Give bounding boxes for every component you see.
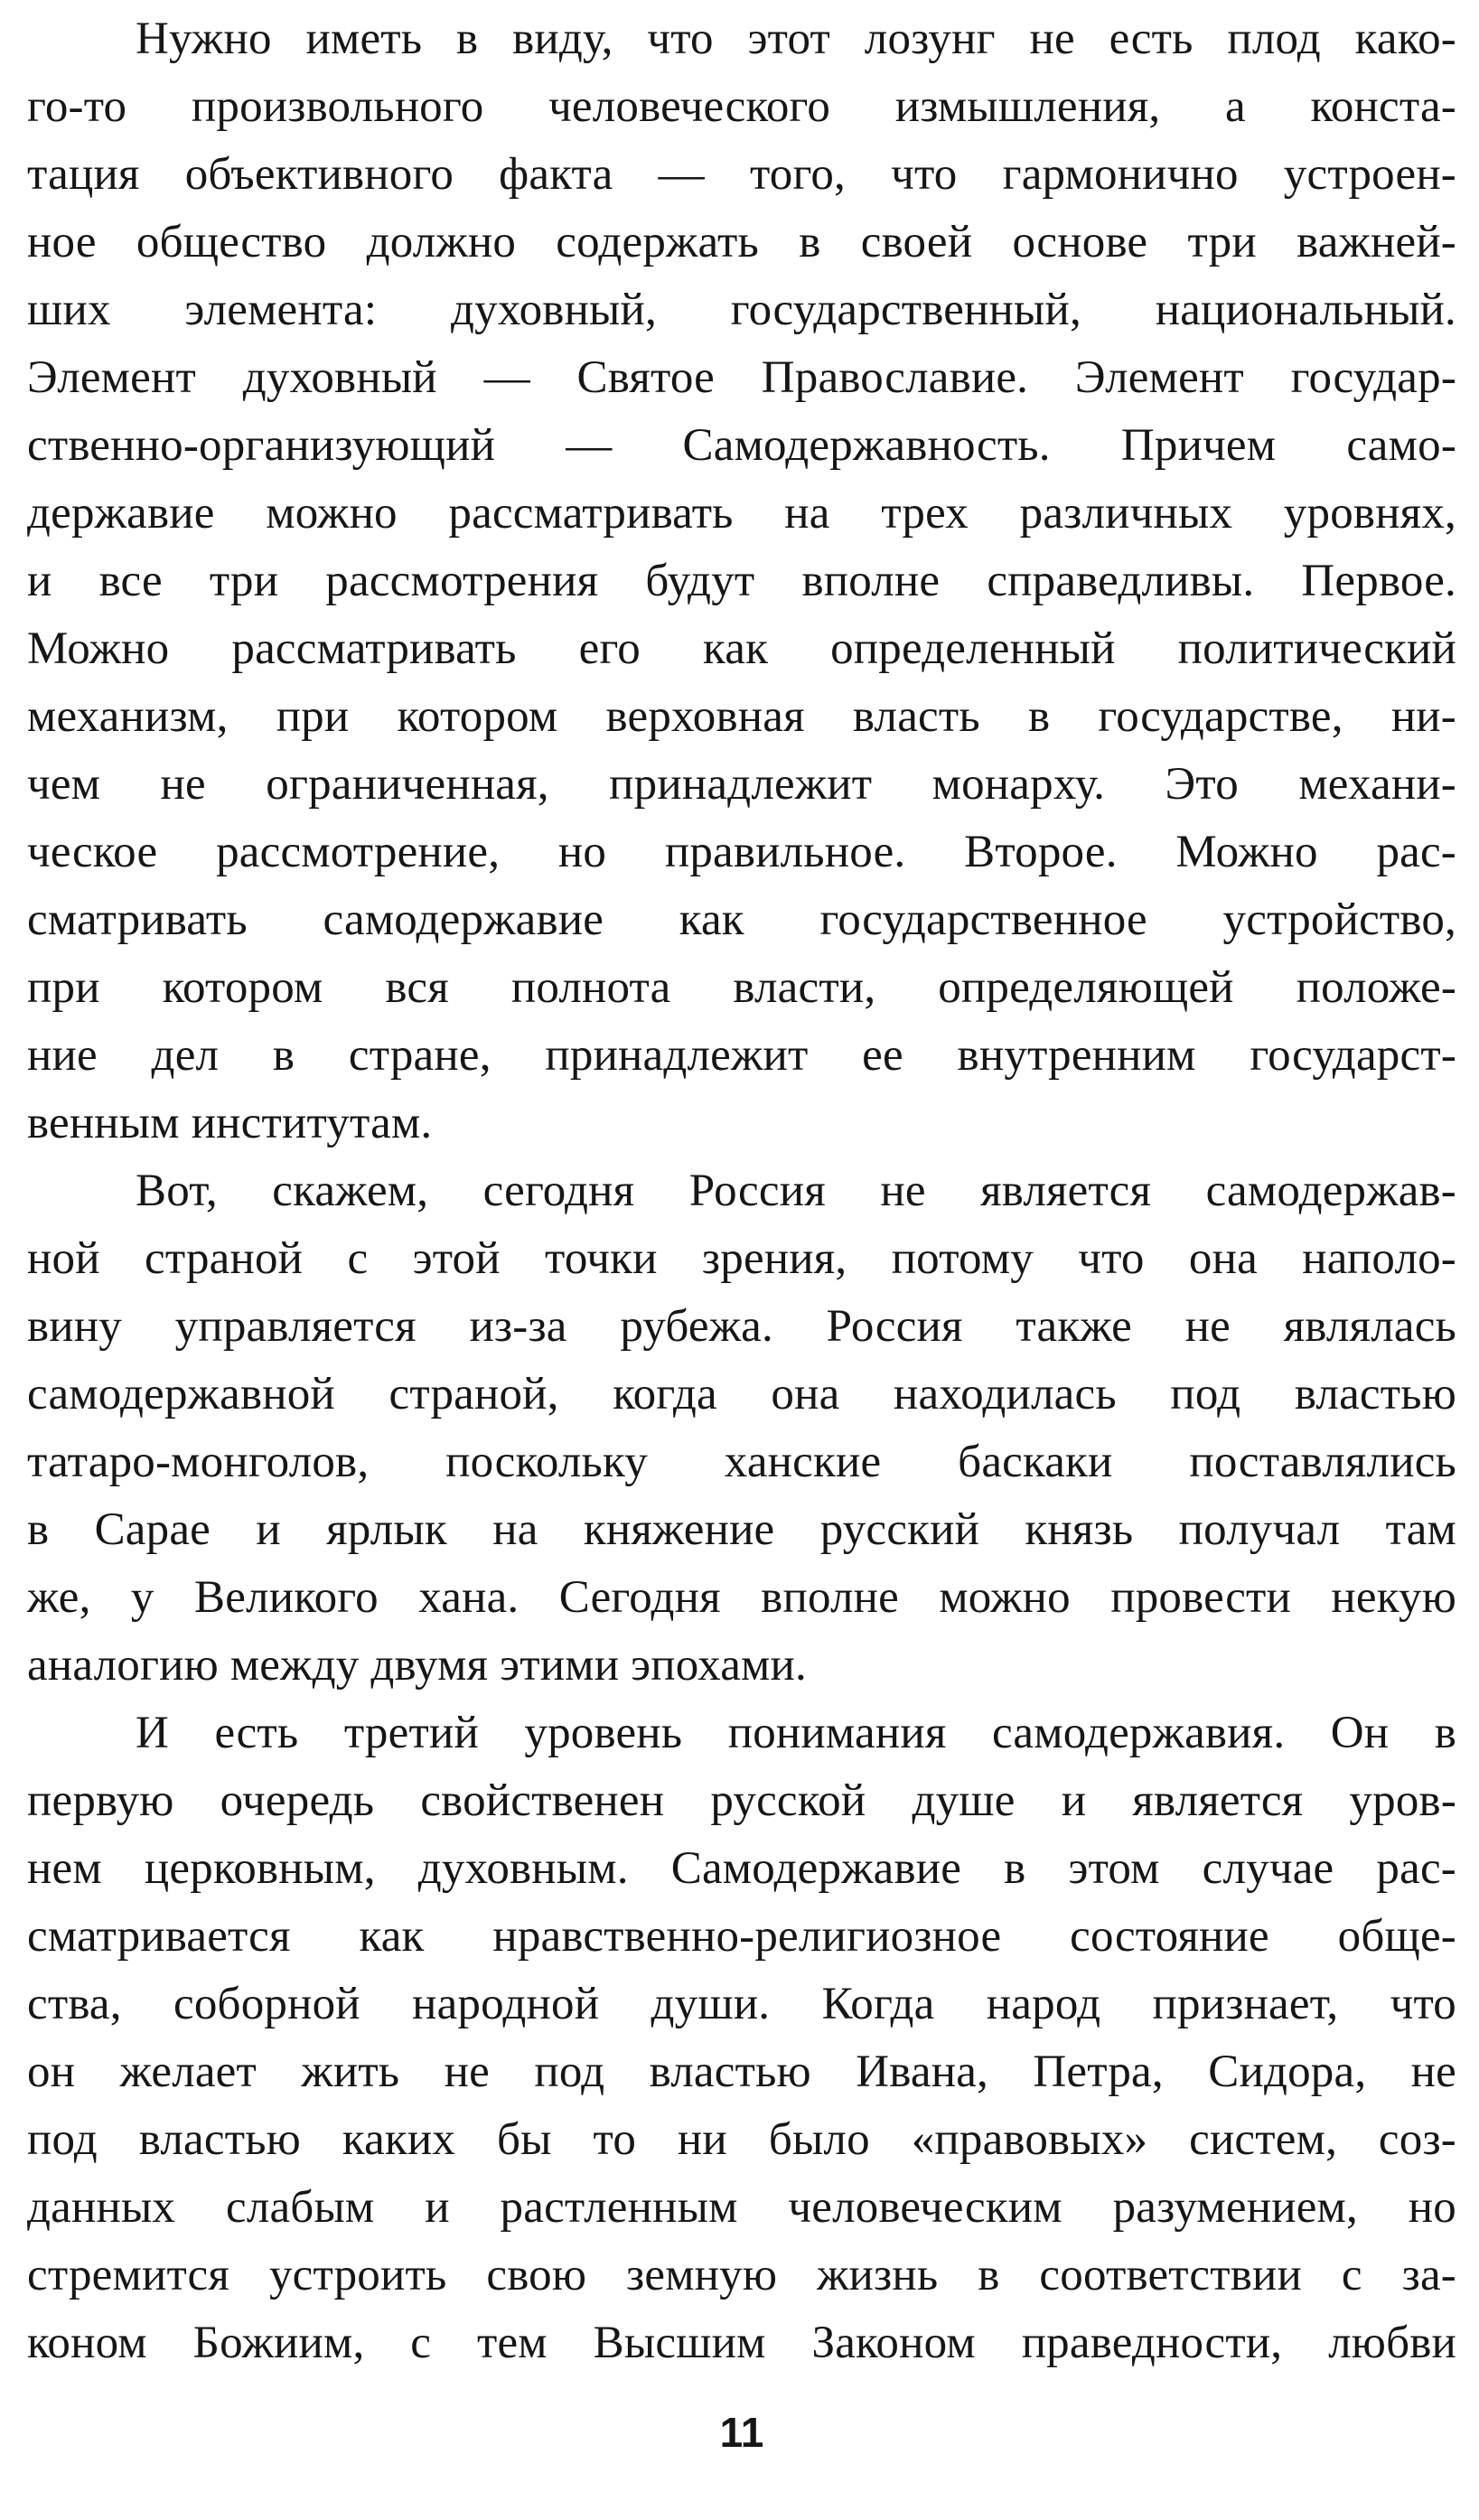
text-line: ческое рассмотрение, но правильное. Второе. Можно рас- <box>27 827 1456 877</box>
text-line: коном Божиим, с тем Высшим Законом праведности, любви <box>27 2318 1456 2368</box>
text-line: ства, соборной народной души. Когда народ признает, что <box>27 1979 1456 2029</box>
text-line: ной страной с этой точки зрения, потому что она наполо- <box>27 1233 1456 1284</box>
text-line: Вот, скажем, сегодня Россия не является самодержав- <box>136 1166 1456 1216</box>
text-line: самодержавной страной, когда она находилась под властью <box>27 1369 1456 1419</box>
text-line: в Сарае и ярлык на княжение русский князь получал там <box>27 1504 1456 1555</box>
text-line: ственно-организующий — Самодержавность. Причем само- <box>27 420 1456 471</box>
page-number: 11 <box>719 2409 764 2456</box>
text-line: аналогию между двумя этими эпохами. <box>27 1640 807 1691</box>
text-line: под властью каких бы то ни было «правовых» систем, соз- <box>27 2114 1456 2165</box>
text-line: ние дел в стране, принадлежит ее внутренним государст- <box>27 1030 1456 1081</box>
text-line: венным институтам. <box>27 1098 433 1148</box>
text-line: и все три рассмотрения будут вполне справедливы. Первое. <box>27 556 1456 606</box>
text-line: при котором вся полнота власти, определяющей положе- <box>27 962 1456 1013</box>
text-line: го-то произвольного человеческого измышления, а конста- <box>27 81 1456 132</box>
text-line: И есть третий уровень понимания самодержавия. Он в <box>136 1708 1456 1758</box>
text-line: тация объективного факта — того, что гармонично устроен- <box>27 149 1456 200</box>
text-line: чем не ограниченная, принадлежит монарху. Это механи- <box>27 759 1456 810</box>
text-line: вину управляется из-за рубежа. Россия также не являлась <box>27 1301 1456 1352</box>
text-line: Нужно иметь в виду, что этот лозунг не есть плод како- <box>136 14 1456 64</box>
text-line: данных слабым и растленным человеческим разумением, но <box>27 2182 1456 2233</box>
text-line: сматривается как нравственно-религиозное состояние обще- <box>27 1911 1456 1962</box>
text-line: стремится устроить свою земную жизнь в соответствии с за- <box>27 2250 1456 2300</box>
text-line: ное общество должно содержать в своей основе три важней- <box>27 217 1456 267</box>
text-line: первую очередь свойственен русской душе и является уров- <box>27 1775 1456 1826</box>
text-line: Элемент духовный — Святое Православие. Элемент государ- <box>27 352 1456 403</box>
book-page <box>27 0 1456 2520</box>
text-line: нем церковным, духовным. Самодержавие в этом случае рас- <box>27 1843 1456 1894</box>
text-line: он желает жить не под властью Ивана, Петра, Сидора, не <box>27 2047 1456 2097</box>
text-line: механизм, при котором верховная власть в государстве, ни- <box>27 691 1456 742</box>
text-line: державие можно рассматривать на трех различных уровнях, <box>27 488 1456 539</box>
text-line: же, у Великого хана. Сегодня вполне можно провести некую <box>27 1572 1456 1623</box>
text-line: татаро-монголов, поскольку ханские баскаки поставлялись <box>27 1437 1456 1487</box>
text-line: ших элемента: духовный, государственный, национальный. <box>27 285 1456 335</box>
text-line: сматривать самодержавие как государственное устройство, <box>27 895 1456 945</box>
text-line: Можно рассматривать его как определенный политический <box>27 623 1456 674</box>
